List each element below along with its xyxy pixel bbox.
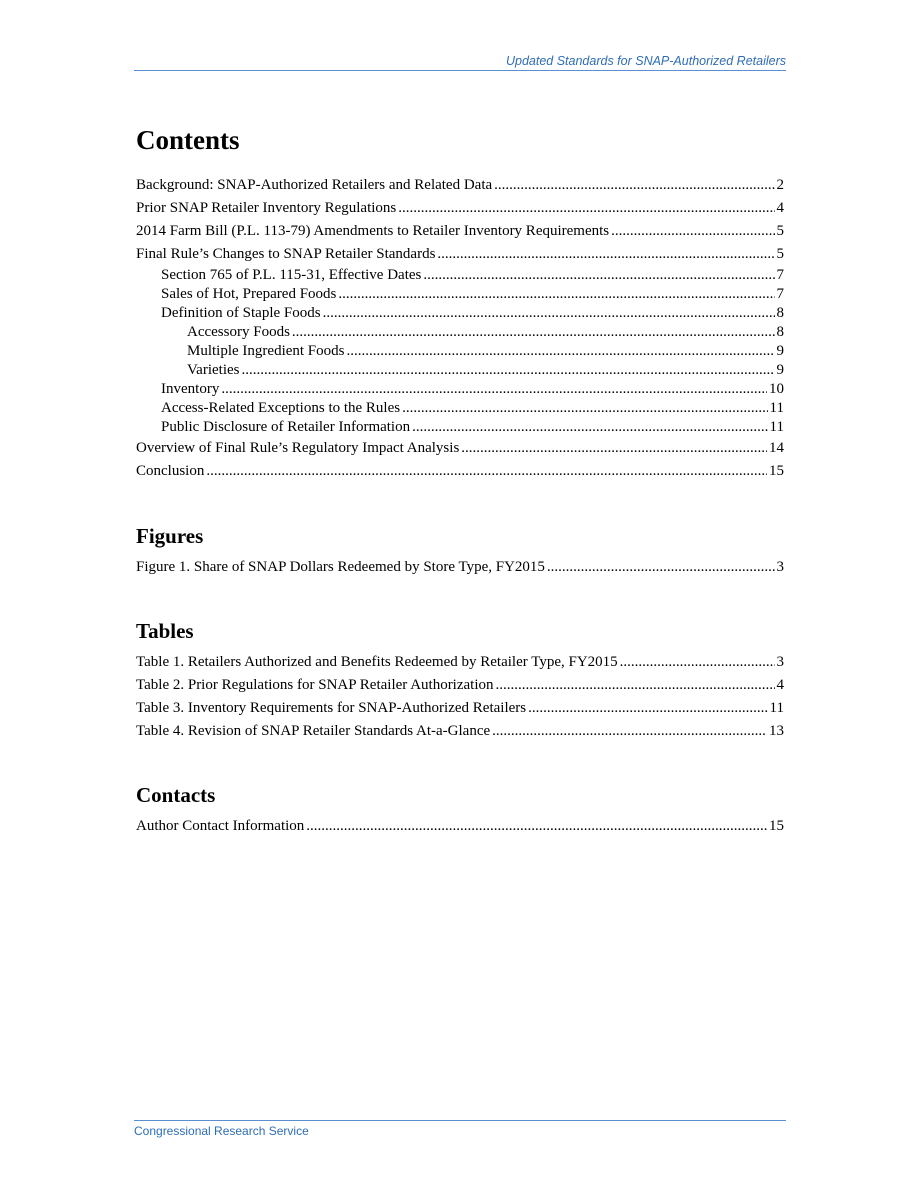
toc-entry[interactable] — [136, 342, 784, 361]
dot-leader — [292, 323, 775, 342]
figures-heading: Figures — [136, 524, 204, 548]
figures-section — [136, 522, 784, 579]
toc-entry-title: Access-Related Exceptions to the Rules — [161, 400, 401, 416]
tables-list — [136, 651, 784, 743]
toc-entry-page: 15 — [769, 818, 784, 834]
running-header: Updated Standards for SNAP-Authorized Retailers — [134, 54, 786, 71]
toc-entry-page: 14 — [769, 440, 784, 456]
dot-leader — [620, 651, 775, 674]
dot-leader — [547, 556, 775, 579]
contacts-list — [136, 815, 784, 838]
toc-entry[interactable] — [136, 380, 784, 399]
toc-entry-page: 11 — [769, 400, 784, 416]
toc-entry-title: Final Rule’s Changes to SNAP Retailer Standards — [136, 246, 436, 262]
toc-entry-page: 4 — [776, 677, 784, 693]
toc-entry-page: 13 — [769, 723, 784, 739]
table-of-contents — [136, 122, 784, 838]
toc-entry-title: Prior SNAP Retailer Inventory Regulations — [136, 200, 397, 216]
toc-entry-page: 7 — [776, 267, 784, 283]
toc-entry-title: Overview of Final Rule’s Regulatory Impact Analysis — [136, 440, 460, 456]
dot-leader — [611, 220, 774, 243]
toc-entry-title: 2014 Farm Bill (P.L. 113-79) Amendments to Retailer Inventory Requirements — [136, 223, 610, 239]
toc-entry-page: 3 — [776, 559, 784, 575]
dot-leader — [323, 304, 775, 323]
dot-leader — [241, 361, 774, 380]
tables-section — [136, 617, 784, 743]
toc-entry-title: Section 765 of P.L. 115-31, Effective Dates — [161, 267, 422, 283]
dot-leader — [398, 197, 774, 220]
toc-entry-title: Table 4. Revision of SNAP Retailer Standards At-a-Glance — [136, 723, 491, 739]
toc-entry[interactable] — [136, 651, 784, 674]
toc-entry-page: 4 — [776, 200, 784, 216]
toc-entry[interactable] — [136, 399, 784, 418]
toc-entry-page: 11 — [769, 419, 784, 435]
running-footer: Congressional Research Service — [134, 1120, 786, 1138]
toc-entry-page: 11 — [769, 700, 784, 716]
toc-entry-page: 15 — [769, 463, 784, 479]
toc-entry-title: Definition of Staple Foods — [161, 305, 321, 321]
dot-leader — [461, 437, 767, 460]
toc-entry[interactable] — [136, 697, 784, 720]
dot-leader — [528, 697, 767, 720]
toc-entry-title: Background: SNAP-Authorized Retailers and Related Data — [136, 177, 493, 193]
toc-entry-page: 5 — [776, 223, 784, 239]
toc-entry-title: Table 2. Prior Regulations for SNAP Retailer Authorization — [136, 677, 494, 693]
toc-entry[interactable] — [136, 243, 784, 266]
toc-entry-title: Author Contact Information — [136, 818, 305, 834]
dot-leader — [437, 243, 774, 266]
toc-entry-page: 8 — [776, 305, 784, 321]
toc-entry-page: 2 — [776, 177, 784, 193]
toc-entry[interactable] — [136, 674, 784, 697]
tables-heading: Tables — [136, 619, 194, 643]
dot-leader — [402, 399, 767, 418]
dot-leader — [492, 720, 767, 743]
dot-leader — [306, 815, 767, 838]
toc-entry-page: 9 — [776, 343, 784, 359]
toc-entry-page: 10 — [769, 381, 784, 397]
toc-entry-title: Table 3. Inventory Requirements for SNAP-Authorized Retailers — [136, 700, 527, 716]
toc-entry[interactable] — [136, 197, 784, 220]
toc-entry[interactable] — [136, 437, 784, 460]
contacts-heading: Contacts — [136, 783, 216, 807]
toc-entry-title: Sales of Hot, Prepared Foods — [161, 286, 337, 302]
dot-leader — [494, 174, 774, 197]
dot-leader — [347, 342, 775, 361]
dot-leader — [338, 285, 774, 304]
contents-list — [136, 174, 784, 483]
toc-entry-page: 9 — [776, 362, 784, 378]
toc-entry-title: Multiple Ingredient Foods — [187, 343, 345, 359]
toc-entry-title: Table 1. Retailers Authorized and Benefits Redeemed by Retailer Type, FY2015 — [136, 654, 618, 670]
toc-entry-title: Accessory Foods — [187, 324, 290, 340]
toc-entry-page: 5 — [776, 246, 784, 262]
toc-entry[interactable] — [136, 220, 784, 243]
toc-entry-page: 3 — [776, 654, 784, 670]
toc-entry[interactable] — [136, 556, 784, 579]
toc-entry[interactable] — [136, 460, 784, 483]
toc-entry-title: Figure 1. Share of SNAP Dollars Redeemed by Store Type, FY2015 — [136, 559, 545, 575]
toc-entry[interactable] — [136, 361, 784, 380]
contacts-section — [136, 781, 784, 838]
toc-entry-title: Varieties — [187, 362, 240, 378]
dot-leader — [221, 380, 767, 399]
toc-entry[interactable] — [136, 815, 784, 838]
dot-leader — [496, 674, 775, 697]
toc-entry[interactable] — [136, 174, 784, 197]
dot-leader — [412, 418, 767, 437]
toc-entry-title: Public Disclosure of Retailer Information — [161, 419, 411, 435]
toc-entry[interactable] — [136, 418, 784, 437]
toc-entry-page: 8 — [776, 324, 784, 340]
toc-entry[interactable] — [136, 304, 784, 323]
toc-entry[interactable] — [136, 720, 784, 743]
figures-list — [136, 556, 784, 579]
toc-entry[interactable] — [136, 266, 784, 285]
dot-leader — [206, 460, 767, 483]
toc-entry-title: Conclusion — [136, 463, 205, 479]
toc-entry-title: Inventory — [161, 381, 220, 397]
toc-entry[interactable] — [136, 323, 784, 342]
toc-entry[interactable] — [136, 285, 784, 304]
contents-heading: Contents — [136, 125, 240, 155]
toc-entry-page: 7 — [776, 286, 784, 302]
dot-leader — [423, 266, 774, 285]
